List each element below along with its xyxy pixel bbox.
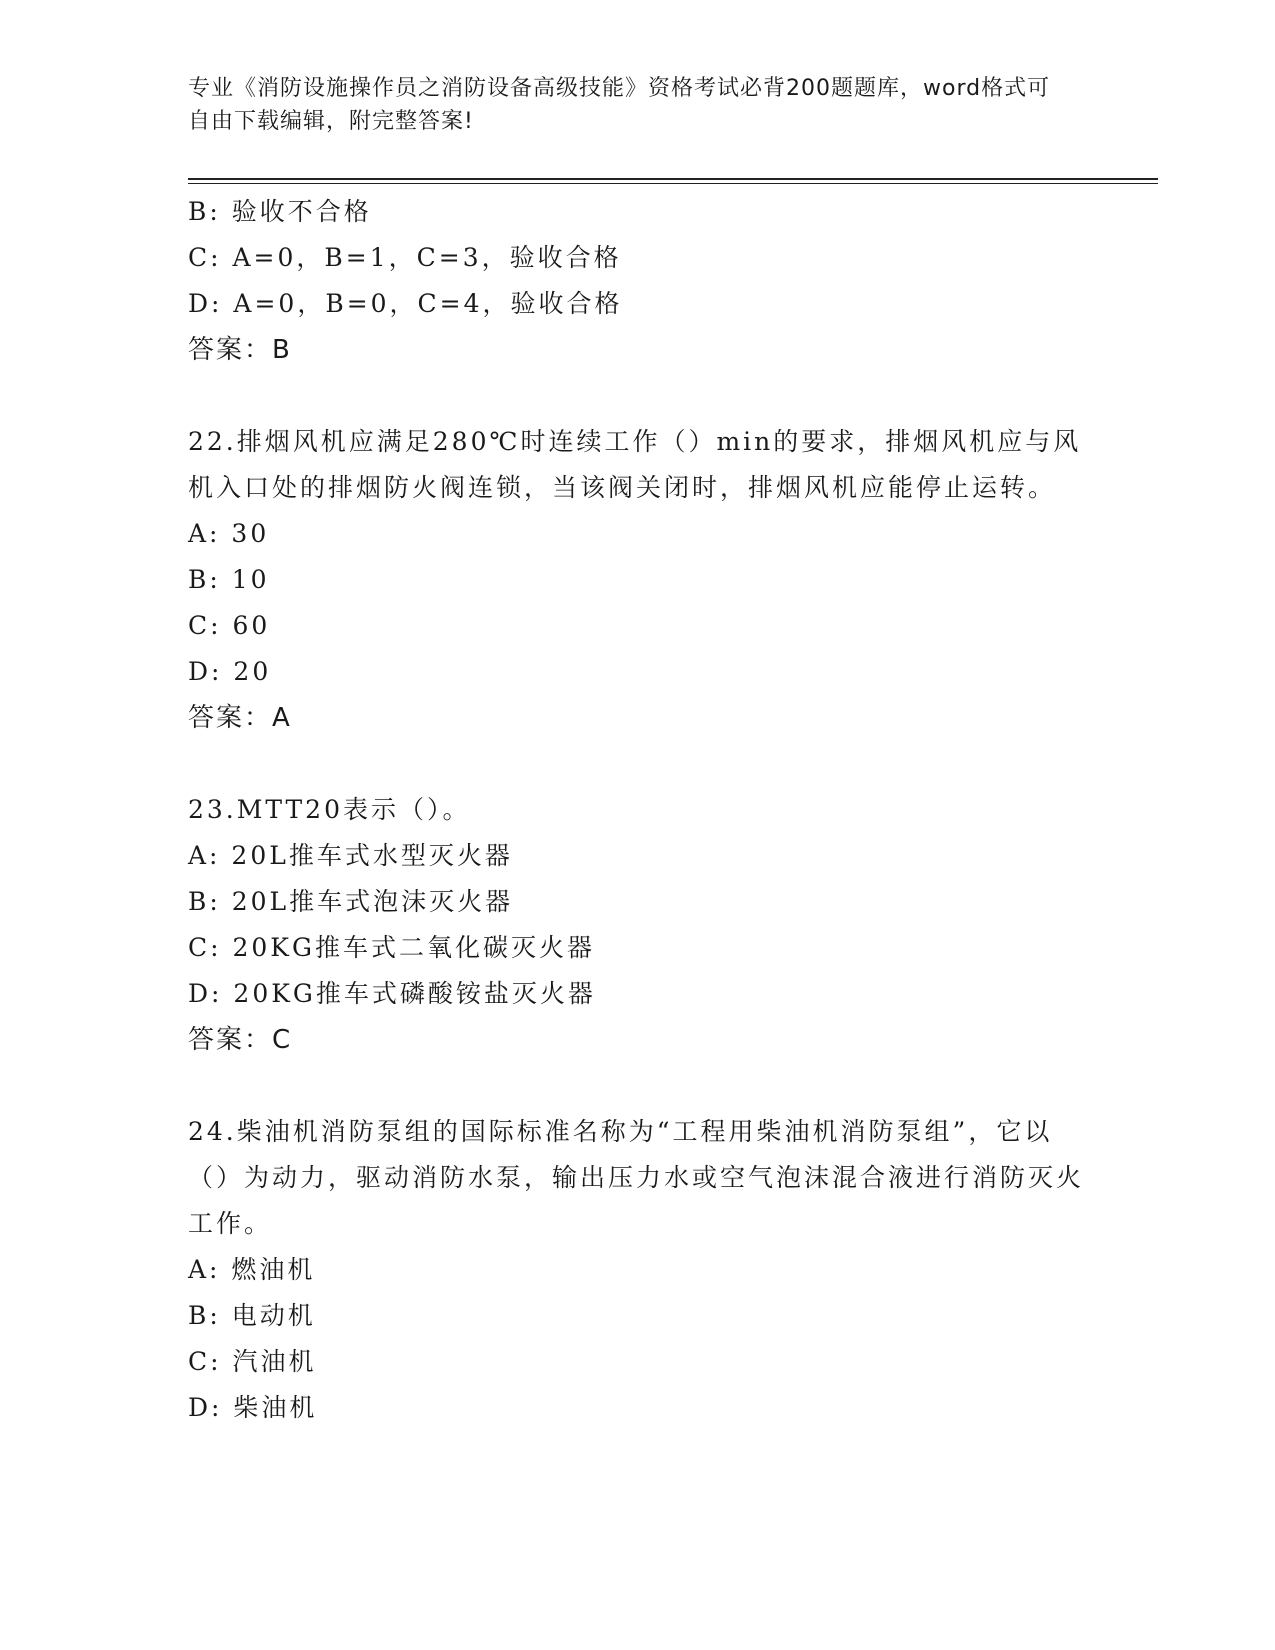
option-c: C: 60 bbox=[188, 611, 271, 640]
option-d: D: 20KG推车式磷酸铵盐灭火器 bbox=[188, 979, 596, 1008]
question-stem: 22.排烟风机应满足280℃时连续工作（）min的要求，排烟风机应与风机入口处的排烟防火阀连锁，当该阀关闭时，排烟风机应能停止运转。 bbox=[188, 427, 1082, 502]
answer-line: 答案：B bbox=[188, 335, 292, 365]
option-c: C: 汽油机 bbox=[188, 1347, 317, 1376]
option-a: A: 20L推车式水型灭火器 bbox=[188, 841, 513, 870]
option-d: D: 柴油机 bbox=[188, 1393, 318, 1422]
option-c: C: 20KG推车式二氧化碳灭火器 bbox=[188, 933, 595, 962]
previous-question-tail bbox=[188, 189, 1088, 373]
option-b: B: 20L推车式泡沫灭火器 bbox=[188, 887, 514, 916]
header-title: 专业《消防设施操作员之消防设备高级技能》资格考试必背200题题库，word格式可自由下载编辑，附完整答案! bbox=[188, 76, 1051, 134]
question-22 bbox=[188, 419, 1088, 741]
document-body bbox=[188, 189, 1088, 1431]
question-24 bbox=[188, 1109, 1088, 1431]
answer-line: 答案：C bbox=[188, 1025, 293, 1055]
question-stem: 23.MTT20表示（）。 bbox=[188, 795, 471, 824]
option-b: B: 10 bbox=[188, 565, 270, 594]
question-23 bbox=[188, 787, 1088, 1063]
option-c: C: A=0，B=1，C=3，验收合格 bbox=[188, 243, 622, 272]
option-d: D: 20 bbox=[188, 657, 272, 686]
option-a: A: 30 bbox=[188, 519, 270, 548]
option-b: B: 电动机 bbox=[188, 1301, 316, 1330]
header-divider bbox=[188, 178, 1158, 184]
option-b: B: 验收不合格 bbox=[188, 197, 372, 226]
question-stem: 24.柴油机消防泵组的国际标准名称为“工程用柴油机消防泵组”，它以（）为动力，驱动消防水泵，输出压力水或空气泡沫混合液进行消防灭火工作。 bbox=[188, 1117, 1085, 1238]
document-header bbox=[188, 72, 1068, 138]
option-a: A: 燃油机 bbox=[188, 1255, 316, 1284]
answer-line: 答案：A bbox=[188, 703, 292, 733]
option-d: D: A=0，B=0，C=4，验收合格 bbox=[188, 289, 623, 318]
